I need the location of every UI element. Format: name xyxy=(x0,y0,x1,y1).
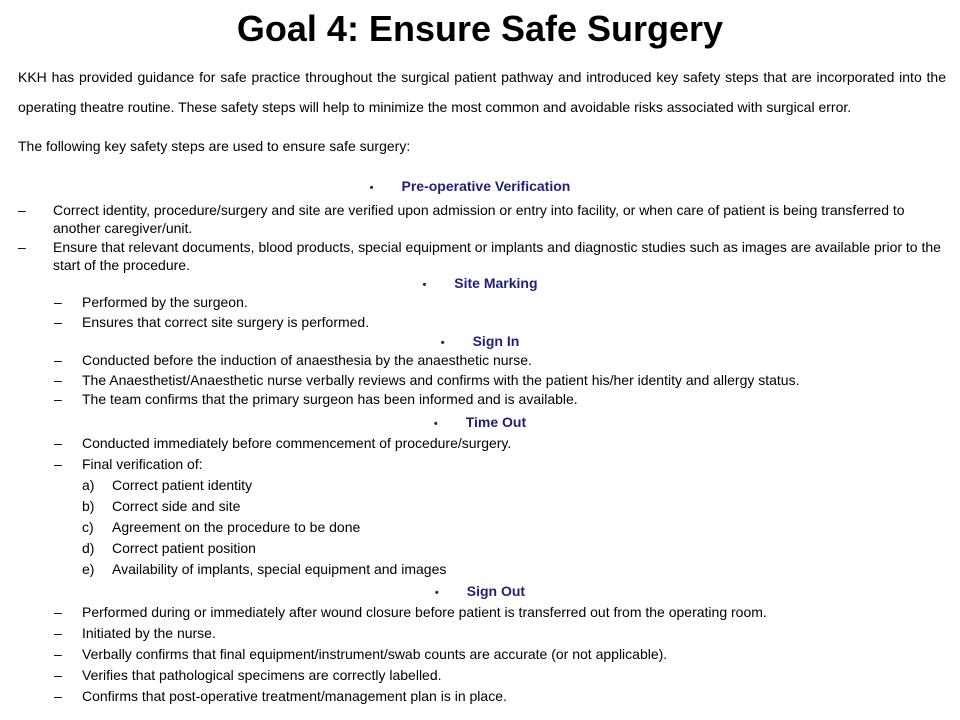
dash-icon: – xyxy=(54,604,62,620)
sub-list-item-text: Correct patient position xyxy=(112,540,256,556)
list-item-text: Confirms that post-operative treatment/management plan is in place. xyxy=(82,688,507,704)
dash-icon: – xyxy=(54,456,62,472)
intro-paragraph: KKH has provided guidance for safe practice throughout the surgical patient pathway and introduced key safety steps that are incorporated into the operating theatre routine. These safety steps will help to minimize the most common and avoidable risks associated with surgical error. xyxy=(18,69,946,115)
section-heading-site-marking xyxy=(0,273,960,295)
dash-icon: – xyxy=(18,239,26,255)
sub-list-letter: b) xyxy=(82,498,95,514)
list-item-text: Ensure that relevant documents, blood products, special equipment or implants and diagnostic studies such as images are available prior to the start of the procedure. xyxy=(53,239,941,273)
bullet-icon: • xyxy=(422,279,427,291)
section-heading-label: Sign Out xyxy=(466,583,526,599)
bullet-icon: • xyxy=(440,337,445,349)
dash-icon: – xyxy=(54,314,62,330)
sub-list-item-text: Agreement on the procedure to be done xyxy=(112,519,361,535)
section-heading-label: Site Marking xyxy=(454,275,538,291)
dash-icon: – xyxy=(54,625,62,641)
sub-list-letter: d) xyxy=(82,540,95,556)
page-title: Goal 4: Ensure Safe Surgery xyxy=(236,8,724,49)
list-item-text: Performed by the surgeon. xyxy=(82,294,248,310)
dash-icon: – xyxy=(54,688,62,704)
list-item-text: Conducted immediately before commencement of procedure/surgery. xyxy=(82,435,512,451)
section-heading-pre-operative-verification xyxy=(0,176,960,198)
dash-icon: – xyxy=(54,352,62,368)
dash-icon: – xyxy=(54,667,62,683)
sub-list-letter: e) xyxy=(82,561,95,577)
list-item-text: Final verification of: xyxy=(82,456,203,472)
list-item-text: The team confirms that the primary surgeon has been informed and is available. xyxy=(82,391,578,407)
sub-list-letter: a) xyxy=(82,477,95,493)
bullet-icon: • xyxy=(433,418,438,430)
section-heading-sign-in xyxy=(0,331,960,353)
section-heading-label: Pre-operative Verification xyxy=(401,178,571,194)
sub-list-item-text: Availability of implants, special equipment and images xyxy=(112,561,447,577)
list-item-text: Initiated by the nurse. xyxy=(82,625,216,641)
dash-icon: – xyxy=(54,646,62,662)
section-heading-label: Time Out xyxy=(465,414,527,430)
list-item-text: Verifies that pathological specimens are correctly labelled. xyxy=(82,667,442,683)
section-heading-sign-out xyxy=(0,581,960,603)
dash-icon: – xyxy=(54,391,62,407)
dash-icon: – xyxy=(54,294,62,310)
list-item-text: Conducted before the induction of anaesthesia by the anaesthetic nurse. xyxy=(82,352,532,368)
list-item-text: Ensures that correct site surgery is performed. xyxy=(82,314,370,330)
list-item-text: Verbally confirms that final equipment/instrument/swab counts are accurate (or not applicable). xyxy=(82,646,668,662)
bullet-icon: • xyxy=(434,587,439,599)
bullet-icon: • xyxy=(369,182,374,194)
dash-icon: – xyxy=(18,202,26,218)
section-heading-time-out xyxy=(0,412,960,434)
lead-sentence: The following key safety steps are used to ensure safe surgery: xyxy=(18,138,411,154)
list-item-text: The Anaesthetist/Anaesthetic nurse verbally reviews and confirms with the patient his/her identity and allergy status. xyxy=(82,372,800,388)
dash-icon: – xyxy=(54,372,62,388)
list-item-text: Performed during or immediately after wound closure before patient is transferred out from the operating room. xyxy=(82,604,767,620)
dash-icon: – xyxy=(54,435,62,451)
sub-list-item-text: Correct side and site xyxy=(112,498,241,514)
sub-list-item-text: Correct patient identity xyxy=(112,477,253,493)
section-heading-label: Sign In xyxy=(472,333,520,349)
list-item-text: Correct identity, procedure/surgery and site are verified upon admission or entry into facility, or when care of patient is being transferred to another caregiver/unit. xyxy=(53,202,905,236)
sub-list-letter: c) xyxy=(82,519,94,535)
